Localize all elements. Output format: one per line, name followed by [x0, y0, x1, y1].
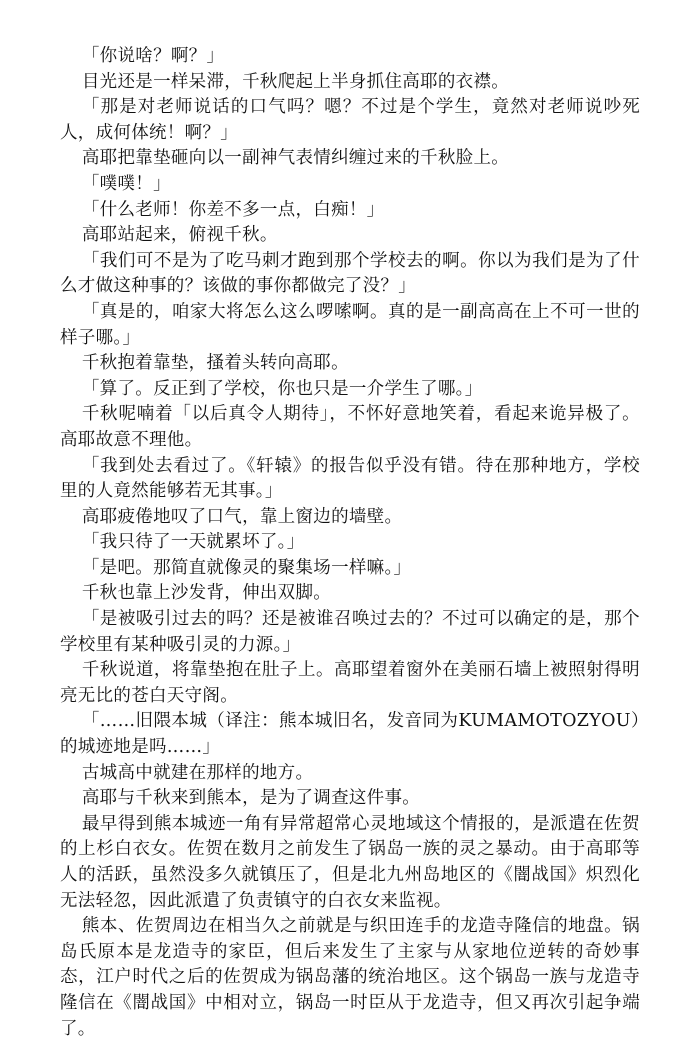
paragraph: 「……旧隈本城（译注：熊本城旧名，发音同为KUMAMOTOZYOU）的城迹地是吗……」: [60, 711, 640, 758]
paragraph: 「你说啥？啊？」: [81, 46, 225, 66]
paragraph: 高耶把靠垫砸向以一副神气表情纠缠过来的千秋脸上。: [81, 148, 510, 169]
paragraph: 高耶疲倦地叹了口气，靠上窗边的墙壁。: [81, 506, 403, 527]
paragraph: 高耶与千秋来到熊本，是为了调查这件事。: [81, 788, 421, 809]
paragraph: 「噗噗！」: [81, 173, 171, 194]
paragraph: 千秋说道，将靠垫抱在肚子上。高耶望着窗外在美丽石墙上被照射得明亮无比的苍白天守阁。: [60, 660, 640, 706]
paragraph: 熊本、佐贺周边在相当久之前就是与织田连手的龙造寺隆信的地盘。锅岛氏原本是龙造寺的家臣，但后来发生了主家与从家地位逆转的奇妙事态，江户时代之后的佐贺成为锅岛藩的统治地区。这个锅岛一族与龙造寺隆信在《闇战国》中相对立，锅岛一时臣从于龙造寺，但又再次引起争端了。: [60, 916, 640, 1039]
paragraph: 千秋也靠上沙发背，伸出双脚。: [81, 583, 332, 604]
paragraph: 「我们可不是为了吃马刺才跑到那个学校去的啊。你以为我们是为了什么才做这种事的？该做的事你都做完了没？」: [60, 250, 640, 297]
paragraph: 目光还是一样呆滞，千秋爬起上半身抓住高耶的衣襟。: [81, 71, 510, 92]
paragraph: 「什么老师！你差不多一点，白痴！」: [81, 199, 385, 220]
paragraph: 千秋呢喃着「以后真令人期待」，不怀好意地笑着，看起来诡异极了。高耶故意不理他。: [60, 404, 640, 450]
paragraph: 「是被吸引过去的吗？还是被谁召唤过去的？不过可以确定的是，那个学校里有某种吸引灵的力源。」: [60, 609, 640, 655]
paragraph: 高耶站起来，俯视千秋。: [81, 225, 278, 246]
document-page: [60, 44, 640, 1042]
paragraph: 千秋抱着靠垫，搔着头转向高耶。: [81, 353, 349, 374]
paragraph: 最早得到熊本城迹一角有异常超常心灵地域这个情报的，是派遣在佐贺的上杉白衣女。佐贺在数月之前发生了锅岛一族的灵之暴动。由于高耶等人的活跃，虽然没多久就镇压了，但是北九州岛地区的《闇战国》炽烈化无法轻忽，因此派遣了负责镇守的白衣女来监视。: [60, 813, 640, 911]
paragraph: 「是吧。那简直就像灵的聚集场一样嘛。」: [81, 557, 412, 578]
paragraph: 「真是的，咱家大将怎么这么啰嗦啊。真的是一副高高在上不可一世的样子哪。」: [60, 301, 640, 348]
paragraph: 古城高中就建在那样的地方。: [81, 762, 314, 783]
paragraph: 「我到处去看过了。《轩辕》的报告似乎没有错。待在那种地方，学校里的人竟然能够若无其事。」: [60, 455, 640, 502]
paragraph: 「我只待了一天就累坏了。」: [81, 532, 305, 553]
paragraph: 「算了。反正到了学校，你也只是一介学生了哪。」: [81, 378, 483, 399]
paragraph: 「那是对老师说话的口气吗？嗯？不过是个学生，竟然对老师说吵死人，成何体统！啊？」: [60, 97, 640, 143]
